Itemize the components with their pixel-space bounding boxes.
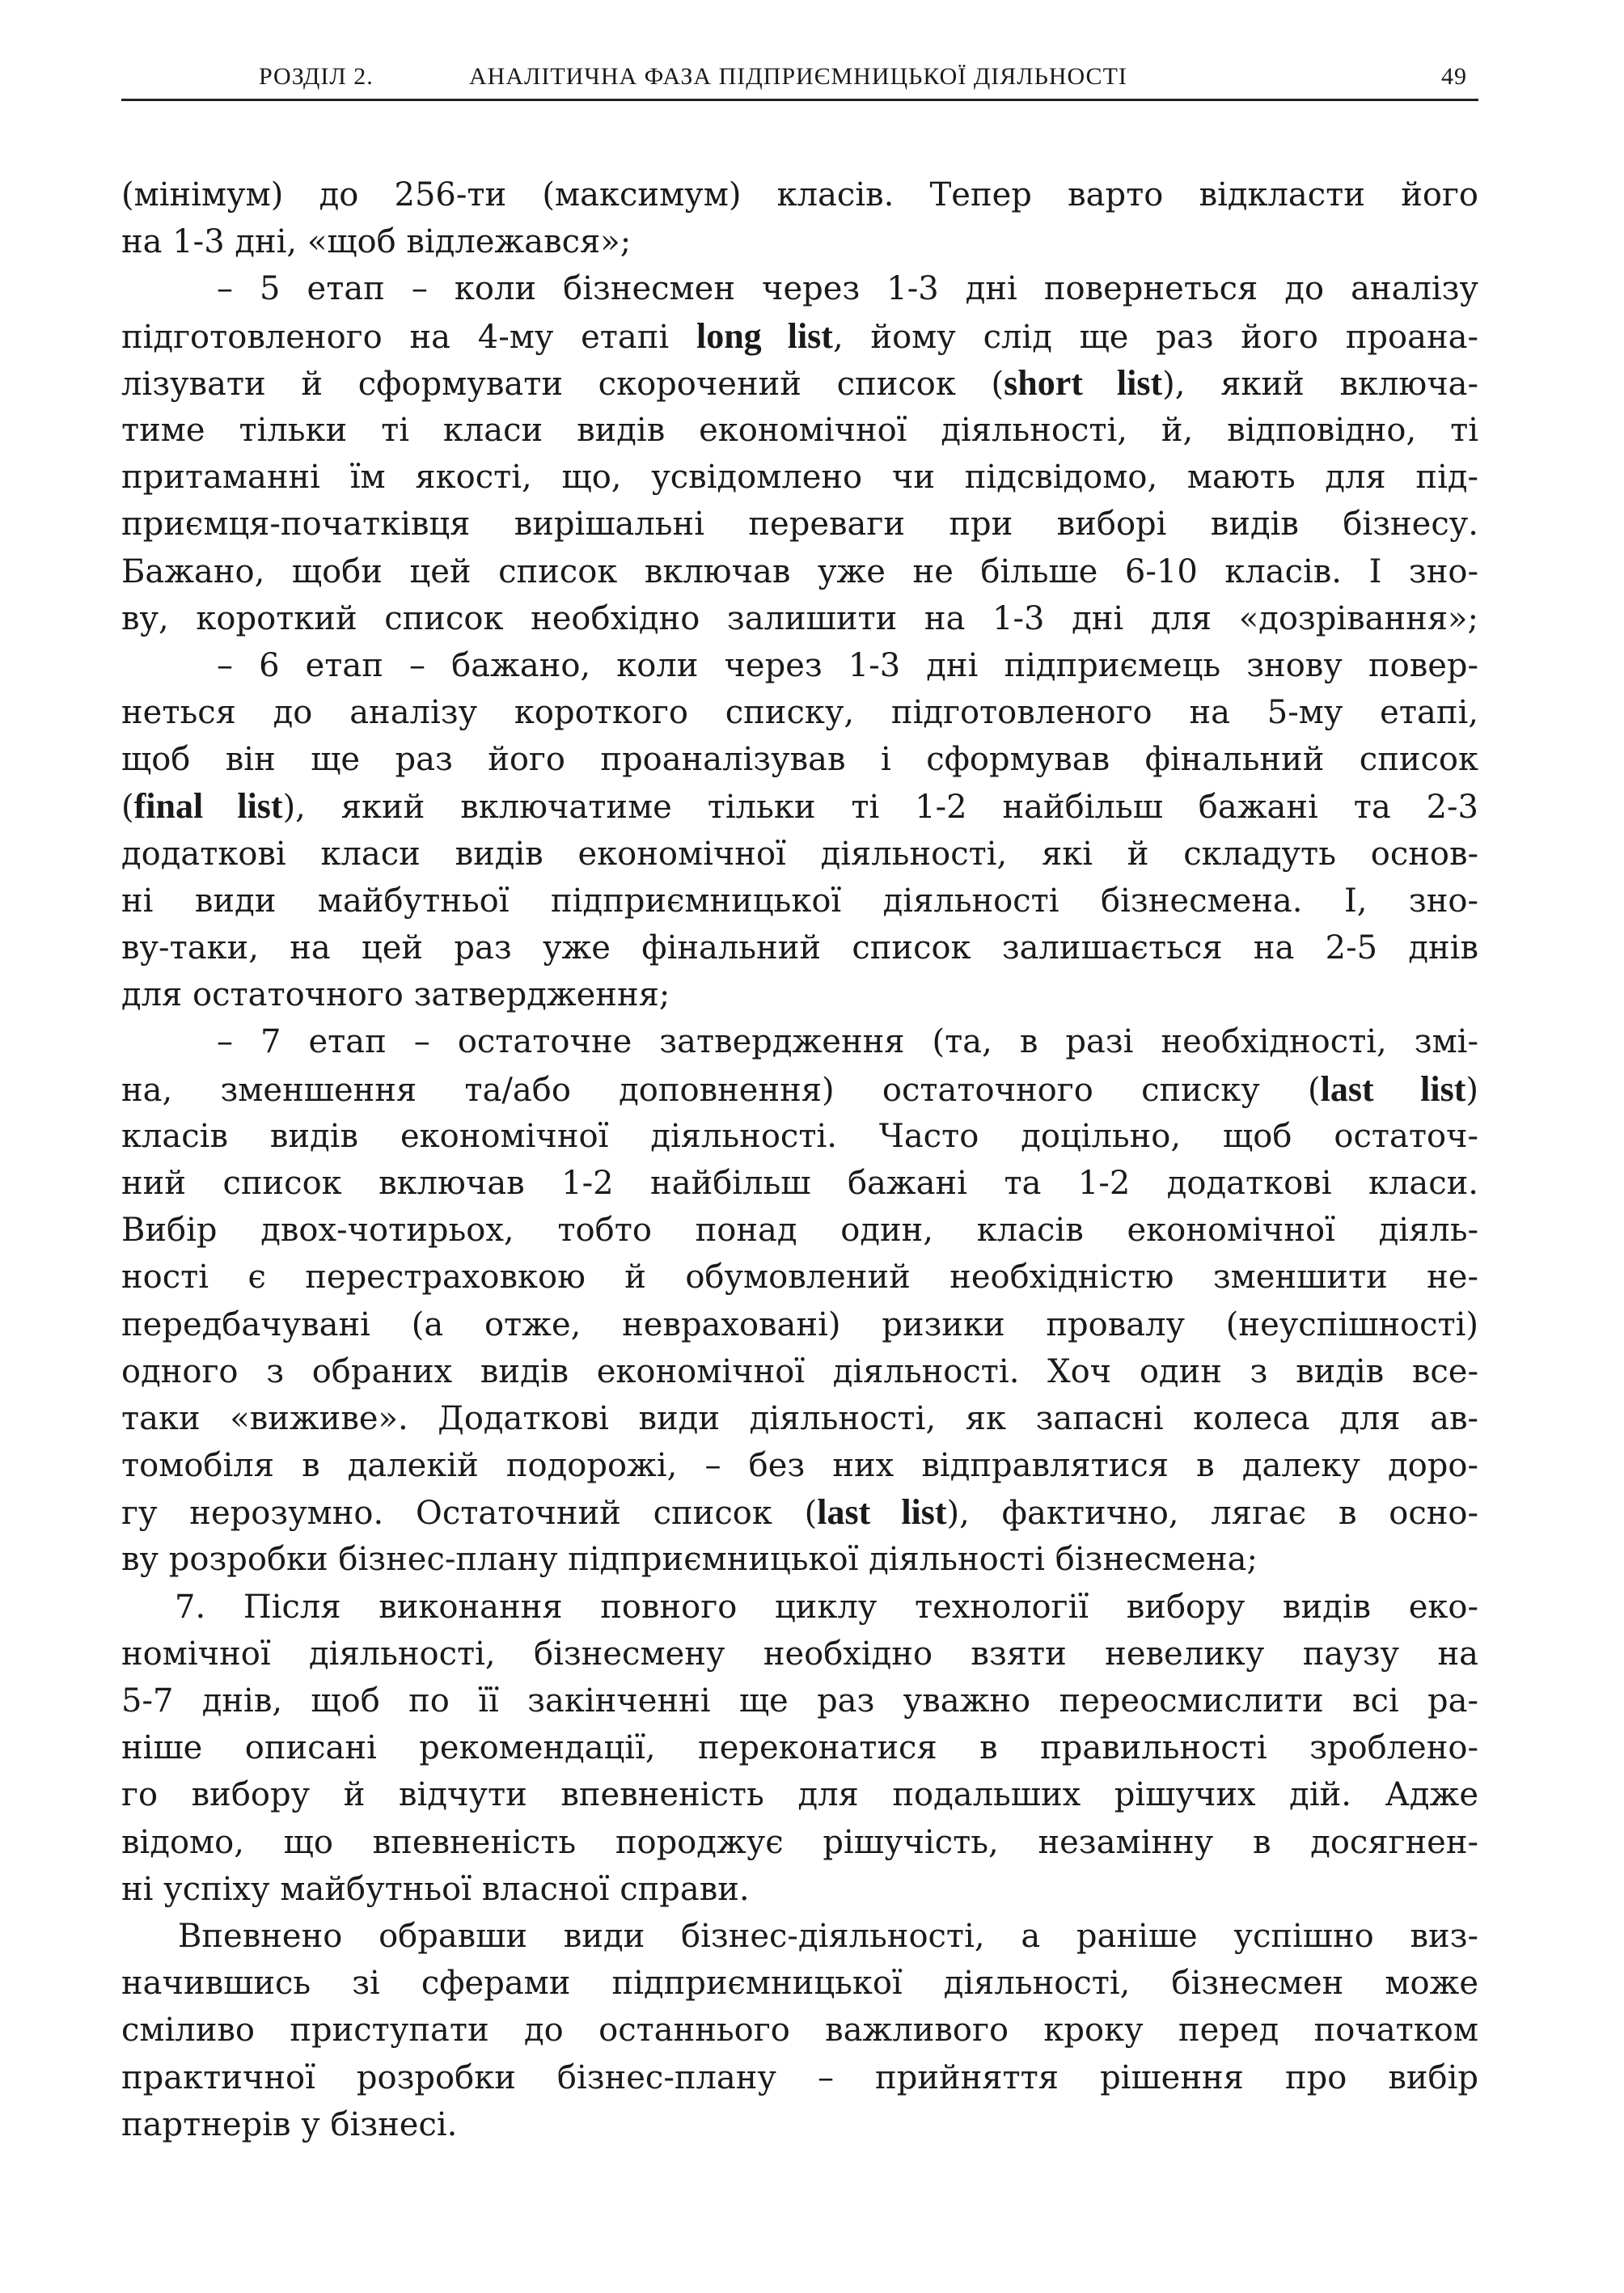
text-line: таки «виживе». Додаткові види діяльності, як запасні колеса для ав- [121, 1399, 1478, 1437]
text-line: підготовленого на 4-му етапі long list, йому слід ще раз його проана- [121, 315, 1478, 356]
text-line: 5-7 днів, щоб по її закінченні ще раз уважно переосмислити всі ра- [121, 1682, 1478, 1720]
text-line: ності є перестраховкою й обумовлений необхідністю зменшити не- [121, 1259, 1478, 1297]
text-line: практичної розробки бізнес-плану – прийняття рішення про вибір [121, 2058, 1478, 2096]
text-line: номічної діяльності, бізнесмену необхідно взяти невелику паузу на [121, 1635, 1478, 1673]
text-line: на 1-3 дні, «щоб відлежався»; [121, 223, 632, 261]
text-line: тиме тільки ті класи видів економічної діяльності, й, відповідно, ті [121, 411, 1478, 449]
text-line: притаманні їм якості, що, усвідомлено чи підсвідомо, мають для під- [121, 459, 1478, 497]
chapter-label: РОЗДІЛ 2. [259, 63, 374, 90]
text-line: класів видів економічної діяльності. Часто доцільно, щоб остаточ- [121, 1117, 1478, 1155]
text-line: додаткові класи видів економічної діяльності, які й складуть основ- [121, 835, 1478, 873]
text-line: ву, короткий список необхідно залишити на 1-3 дні для «дозрівання»; [121, 599, 1478, 637]
text-line: Вибір двох-чотирьох, тобто понад один, класів економічної діяль- [121, 1212, 1478, 1250]
running-header [121, 58, 1478, 101]
text-line: томобіля в далекій подорожі, – без них відправлятися в далеку доро- [121, 1447, 1478, 1485]
page-body [121, 171, 1478, 2148]
text-line: – 6 етап – бажано, коли через 1-3 дні підприємець знову повер- [217, 646, 1478, 684]
text-line: ніше описані рекомендації, переконатися в правильності зроблено- [121, 1729, 1478, 1767]
text-line: неться до аналізу короткого списку, підготовленого на 5-му етапі, [121, 694, 1478, 732]
chapter-title: АНАЛІТИЧНА ФАЗА ПІДПРИЄМНИЦЬКОЇ ДІЯЛЬНОСТІ [469, 63, 1127, 90]
text-line: партнерів у бізнесі. [121, 2105, 458, 2143]
text-line: ву-таки, на цей раз уже фінальний список залишається на 2-5 днів [121, 929, 1478, 967]
text-line: начившись зі сферами підприємницької діяльності, бізнесмен може [121, 1965, 1478, 2003]
emphasized-term: last list [817, 1492, 947, 1533]
text-line: для остаточного затвердження; [121, 976, 670, 1014]
text-line: ву розробки бізнес-плану підприємницької діяльності бізнесмена; [121, 1541, 1258, 1579]
page-number: 49 [1441, 63, 1467, 90]
text-line: приємця-початківця вирішальні переваги при виборі видів бізнесу. [121, 506, 1478, 544]
text-line: щоб він ще раз його проаналізував і сформував фінальний список [121, 741, 1478, 779]
text-line: на, зменшення та/або доповнення) остаточного списку (last list) [121, 1068, 1478, 1109]
text-line: передбачувані (а отже, невраховані) ризики провалу (неуспішності) [121, 1305, 1478, 1343]
text-line: Впевнено обравши види бізнес-діяльності, а раніше успішно виз- [178, 1917, 1478, 1955]
text-line: ні успіху майбутньої власної справи. [121, 1870, 750, 1908]
emphasized-term: short list [1004, 362, 1163, 403]
text-line: (final list), який включатиме тільки ті 1-2 найбільш бажані та 2-3 [121, 786, 1478, 827]
text-line: – 7 етап – остаточне затвердження (та, в разі необхідності, змі- [217, 1023, 1478, 1061]
text-line: сміливо приступати до останнього важливого кроку перед початком [121, 2012, 1478, 2050]
text-line: Бажано, щоби цей список включав уже не більше 6-10 класів. І зно- [121, 552, 1478, 590]
text-line: 7. Після виконання повного циклу технології вибору видів еко- [175, 1588, 1478, 1626]
text-line: ні види майбутньої підприємницької діяльності бізнесмена. І, зно- [121, 882, 1478, 920]
text-line: – 5 етап – коли бізнесмен через 1-3 дні повернеться до аналізу [217, 270, 1478, 308]
text-line: ний список включав 1-2 найбільш бажані та 1-2 додаткові класи. [121, 1164, 1478, 1202]
emphasized-term: long list [696, 315, 833, 356]
text-line: одного з обраних видів економічної діяльності. Хоч один з видів все- [121, 1352, 1478, 1390]
text-line: відомо, що впевненість породжує рішучість, незамінну в досягнен- [121, 1823, 1478, 1861]
text-line: (мінімум) до 256-ти (максимум) класів. Тепер варто відкласти його [121, 176, 1478, 214]
emphasized-term: final list [133, 786, 283, 827]
text-line: гу нерозумно. Остаточний список (last list), фактично, лягає в осно- [121, 1492, 1478, 1533]
emphasized-term: last list [1320, 1068, 1466, 1109]
text-line: го вибору й відчути впевненість для подальших рішучих дій. Адже [121, 1776, 1478, 1814]
text-line: лізувати й сформувати скорочений список (short list), який включа- [121, 362, 1479, 403]
